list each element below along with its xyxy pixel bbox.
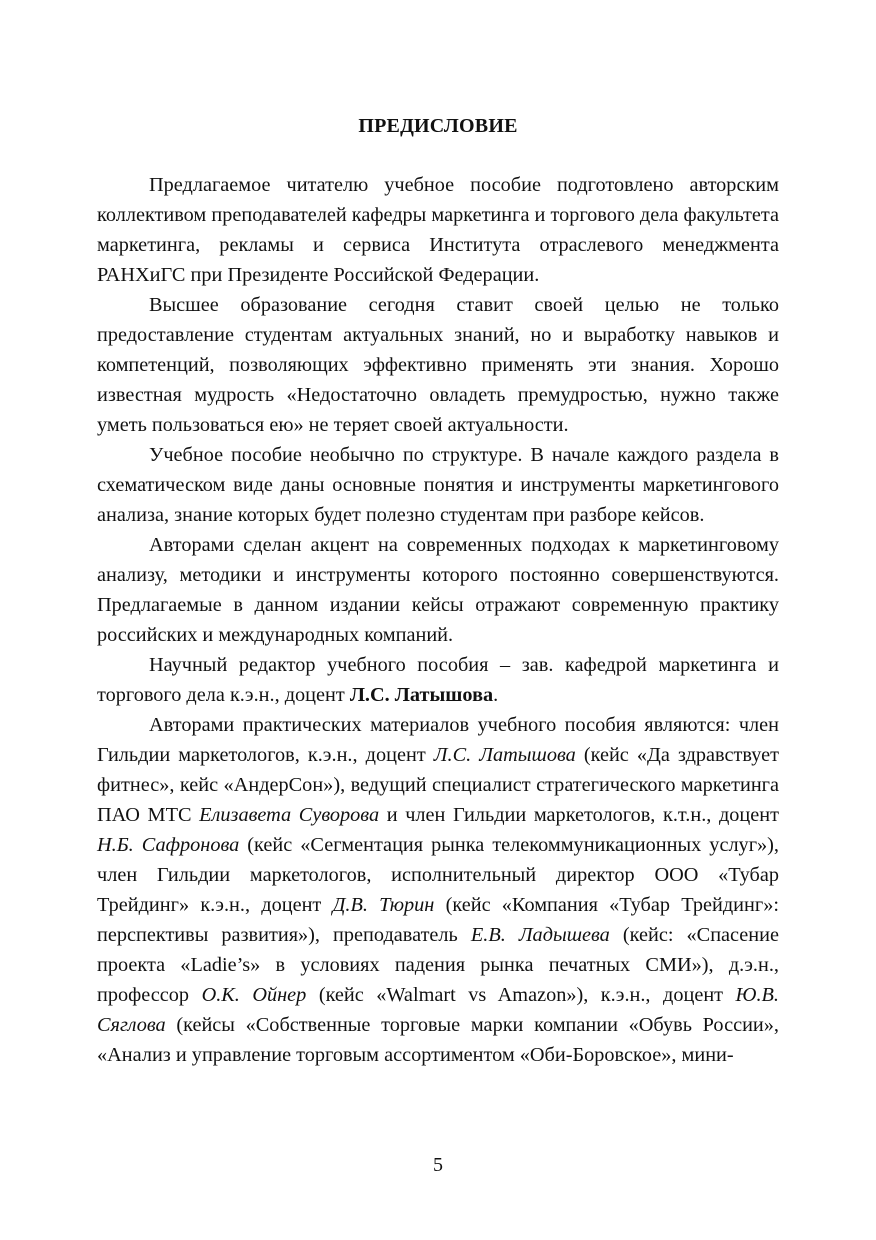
authors-text-2: (кейс «Да здравствует фитнес», кейс «АндерСон»), ведущий специалист стратегического маркетинга ПАО МТС: [97, 744, 779, 826]
page-title: ПРЕДИСЛОВИЕ: [358, 115, 518, 137]
authors-text-3: и член Гильдии маркетологов, к.т.н., доцент: [379, 804, 779, 826]
paragraph-3-text: Учебное пособие необычно по структуре. В начале каждого раздела в схематическом виде даны основные понятия и инструменты маркетингового анализа, знание которых будет полезно студентам при разборе кейсов.: [97, 444, 779, 526]
page-number: 5: [433, 1154, 443, 1176]
paragraph-5: [97, 650, 779, 710]
paragraph-5-text: Научный редактор учебного пособия – зав. кафедрой маркетинга и торгового дела к.э.н., доцент: [97, 654, 779, 706]
paragraph-6: [97, 710, 779, 1070]
paragraph-3: [97, 440, 779, 530]
author-safronova: Н.Б. Сафронова: [97, 834, 240, 856]
paragraph-4: [97, 530, 779, 650]
authors-text-6: (кейс: «Спасение проекта «Ladie’s» в условиях падения рынка печатных СМИ»), д.э.н., профессор: [97, 924, 780, 1006]
authors-text-4: (кейс «Сегментация рынка телекоммуникационных услуг»), член Гильдии маркетологов, исполнительный директор ООО «Тубар Трейдинг» к.э.н., доцент: [97, 834, 779, 916]
paragraph-2: [97, 290, 779, 440]
paragraph-4-text: Авторами сделан акцент на современных подходах к маркетинговому анализу, методики и инструменты которого постоянно совершенствуются. Предлагаемые в данном издании кейсы отражают современную практику российских и международных компаний.: [97, 534, 779, 646]
author-ladysheva: Е.В. Ладышева: [470, 924, 610, 946]
paragraph-1: [97, 170, 779, 290]
authors-text-5: (кейс «Компания «Тубар Трейдинг»: перспективы развития»), преподаватель: [97, 894, 779, 946]
author-syaglova: Ю.В. Сяглова: [97, 984, 779, 1036]
authors-text-7: (кейс «Walmart vs Amazon»), к.э.н., доцент: [306, 984, 736, 1006]
authors-intro-text: Авторами практических материалов учебного пособия являются: член Гильдии маркетологов, к.э.н., доцент: [97, 714, 779, 766]
author-oyner: О.К. Ойнер: [201, 984, 307, 1006]
author-tyurin: Д.В. Тюрин: [332, 894, 435, 916]
paragraph-2-text: Высшее образование сегодня ставит своей целью не только предоставление студентам актуальных знаний, но и выработку навыков и компетенций, позволяющих эффективно применять эти знания. Хорошо известная мудрость «Недостаточно овладеть премудростью, нужно также уметь пользоваться ею» не теряет своей актуальности.: [97, 294, 779, 436]
paragraph-1-text: Предлагаемое читателю учебное пособие подготовлено авторским коллективом преподавателей кафедры маркетинга и торгового дела факультета маркетинга, рекламы и сервиса Института отраслевого менеджмента РАНХиГС при Президенте Российской Федерации.: [97, 174, 779, 286]
editor-name: Л.С. Латышова: [349, 684, 494, 706]
authors-text-8: (кейсы «Собственные торговые марки компании «Обувь России», «Анализ и управление торговым ассортиментом «Оби-Боровское», мини-: [97, 1014, 779, 1066]
paragraph-5-end: .: [493, 684, 499, 706]
author-latyshova: Л.С. Латышова: [433, 744, 576, 766]
author-suvorova: Елизавета Суворова: [199, 804, 380, 826]
document-body: [97, 170, 779, 1070]
